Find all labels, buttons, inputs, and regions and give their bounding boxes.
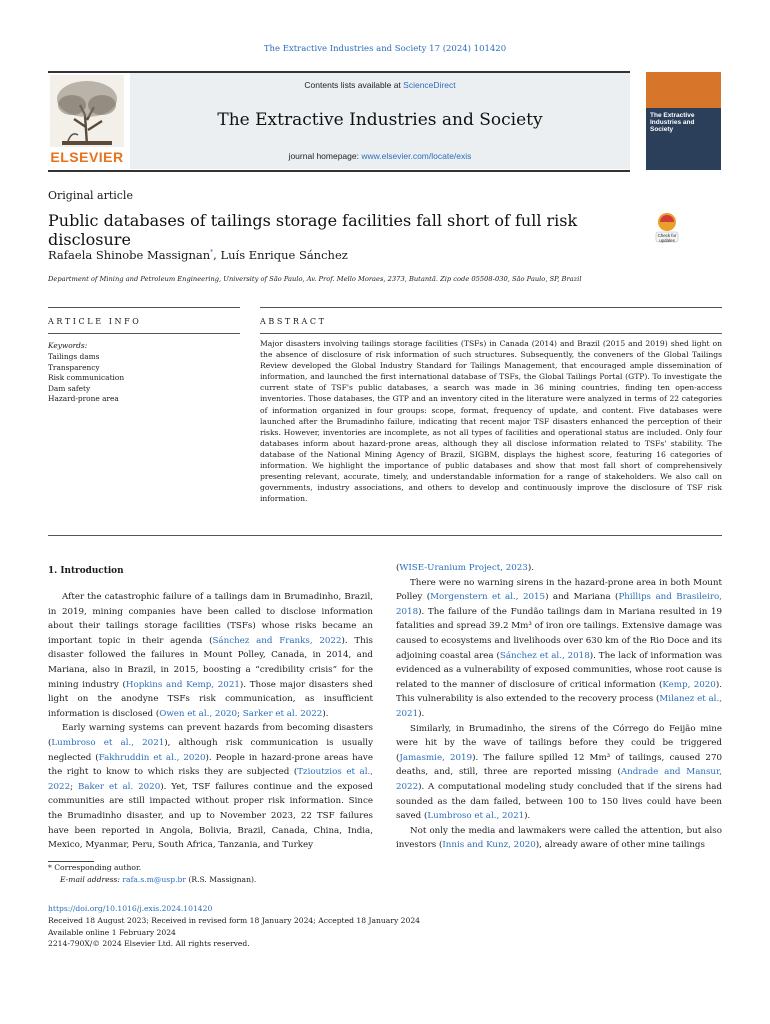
section-heading-introduction: 1. Introduction <box>48 566 124 576</box>
affiliation: Department of Mining and Petroleum Engineering, University of São Paulo, Av. Prof. Mello Moraes, 2373, Butantã. Zip code 05508-030, São Paulo, SP, Brazil <box>48 275 582 283</box>
abstract-heading: ABSTRACT <box>260 317 327 326</box>
citation-link[interactable]: Sarker et al. 2022 <box>242 708 323 719</box>
keyword: Hazard-prone area <box>48 394 119 403</box>
right-column <box>396 561 722 853</box>
check-for-updates-label: Check for updates <box>657 233 677 243</box>
paragraph-text: ). <box>418 708 425 719</box>
paragraph-text: Early warning systems can prevent hazards from becoming disasters ( <box>48 723 373 748</box>
copyright: 2214-790X/© 2024 Elsevier Ltd. All rights reserved. <box>48 939 250 949</box>
article-title: Public databases of tailings storage facilities fall short of full risk disclosure <box>48 211 578 249</box>
abstract-top-rule <box>260 307 722 308</box>
paragraph-text: ), although risk communication is usually neglected ( <box>48 737 373 763</box>
footnote <box>48 862 256 886</box>
paragraph-text: ). The lack of information was evidenced as a vulnerability of exposed communities, whose root cause is related to the manner of disclosure of critical information ( <box>396 650 722 690</box>
journal-cover-top <box>646 72 721 108</box>
sciencedirect-link[interactable]: ScienceDirect <box>403 80 456 90</box>
doi-link[interactable]: https://doi.org/10.1016/j.exis.2024.101420 <box>48 904 213 913</box>
journal-citation[interactable]: The Extractive Industries and Society 17 (2024) 101420 <box>263 44 507 54</box>
citation-link[interactable]: Baker et al. 2020 <box>77 781 161 792</box>
elsevier-wordmark[interactable]: ELSEVIER <box>50 149 124 165</box>
paragraph-text: ). A computational modeling study concluded that if the sirens had sounded as the dam failed, between 100 to 150 lives could have been saved ( <box>396 781 722 822</box>
author-name[interactable]: Rafaela Shinobe Massignan <box>48 248 211 262</box>
paragraph-text: ). Those major disasters shed light on the anodyne TSFs risk communication, as insufficient information is disclosed ( <box>48 679 373 719</box>
paragraph-text: ( <box>396 563 400 573</box>
journal-cover-title: The Extractive Industries and Society <box>650 112 695 133</box>
article-info-heading: ARTICLE INFO <box>48 317 142 326</box>
email-line <box>48 874 256 886</box>
paragraph-text: ). Yet, TSF failures continue and the exposed communities are still impacted without proper risk information. Since the Brumadinho disaster, and up to November 2023, 22 TSF failures have been reported in Angola, Bolivia, Brazil, Canada, China, India, Mexico, Myanmar, Peru, South Africa, Tanzania, and Turkey <box>48 781 373 851</box>
citation-link[interactable]: Sánchez and Franks, 2022 <box>212 635 342 646</box>
email-owner: (R.S. Massignan). <box>188 875 257 884</box>
abstract-sub-rule <box>260 333 722 334</box>
paragraph-text: ) and Mariana ( <box>545 592 619 603</box>
citation-link[interactable]: Fakhruddin et al., 2020 <box>98 752 206 763</box>
keyword: Transparency <box>48 362 100 372</box>
paragraph <box>48 721 373 852</box>
contents-prefix: Contents lists available at <box>304 80 404 90</box>
citation-link[interactable]: Lumbroso et al., 2021 <box>427 811 525 822</box>
paragraph-text: ). The failure of the Fundão tailings dam in Mariana resulted in 19 fatalities and spread 39.2 Mm³ of iron ore tailings. Extensive damage was caused to ecosystems and livelihoods over 630 km of the Rio Doce and its adjoining coastal area ( <box>396 606 723 661</box>
publication-info <box>48 903 420 950</box>
paragraph <box>396 722 722 824</box>
paragraph-text: Not only the media and lawmakers were called the attention, but also investors ( <box>396 825 722 851</box>
left-column <box>48 590 373 853</box>
corresponding-author-text: Corresponding author. <box>54 863 142 872</box>
keyword: Tailings dams <box>48 352 100 361</box>
contents-line <box>130 80 630 90</box>
citation-link[interactable]: Phillips and Brasileiro, 2018 <box>396 592 722 617</box>
authors-line <box>48 248 348 262</box>
paragraph-text: ). <box>322 708 329 719</box>
header-top-rule <box>48 71 630 73</box>
paragraph-text: ), already aware of other mine tailings <box>535 840 705 851</box>
author-name[interactable]: Luís Enrique Sánchez <box>220 248 348 262</box>
citation-link[interactable]: Jamasmie, 2019 <box>399 752 473 763</box>
abstract-bottom-rule <box>48 535 722 536</box>
citation-link[interactable]: Sánchez et al., 2018 <box>499 650 590 661</box>
keyword: Risk communication <box>48 373 125 382</box>
paragraph <box>396 576 722 722</box>
paragraph-text: ). <box>527 563 534 573</box>
citation-link[interactable]: Kemp, 2020 <box>662 679 716 690</box>
paragraph-text: ; <box>70 781 78 792</box>
header-bottom-rule <box>48 170 630 172</box>
citation-link[interactable]: Tzioutzios et al., 2022 <box>48 767 373 792</box>
keywords-list <box>48 352 124 405</box>
corresponding-author-note <box>48 862 256 874</box>
citation-link[interactable]: Lumbroso et al., 2021 <box>51 737 165 748</box>
paragraph-text: ; <box>237 708 243 719</box>
paragraph-text: There were no warning sirens in the hazard-prone area in both Mount Polley ( <box>396 577 722 603</box>
citation-link[interactable]: Milanez et al., 2021 <box>396 694 722 719</box>
citation-link[interactable]: Andrade and Mansur, 2022 <box>396 767 722 792</box>
homepage-line <box>130 151 630 161</box>
email-link[interactable]: rafa.s.m@usp.br <box>122 875 186 884</box>
available-online: Available online 1 February 2024 <box>48 927 176 937</box>
paragraph-text: ). <box>524 811 531 822</box>
citation-link[interactable]: Morgenstern et al., 2015 <box>430 592 546 603</box>
paragraph-text: After the catastrophic failure of a tailings dam in Brumadinho, Brazil, in 2019, mining companies have been called to disclose information about their tailings storage facilities (TSFs) whose risks became an important topic in their agenda ( <box>48 592 373 646</box>
paragraph-text: ). This vulnerability is also extended to the recovery process ( <box>396 679 722 705</box>
citation-link[interactable]: Owen et al., 2020 <box>159 708 238 719</box>
homepage-prefix: journal homepage: <box>288 151 362 161</box>
paragraph-text: ). The failure spilled 12 Mm³ of tailings, caused 270 deaths, and, still, three are reported missing ( <box>396 752 722 778</box>
author-separator: , <box>213 248 221 262</box>
paragraph-text: ). This disaster followed the failures in Mount Polley, Canada, in 2014, and Mariana, also in Brazil, in 2015, boosting a “credibility crisis” for the mining industry ( <box>48 635 374 690</box>
citation-link[interactable]: Hopkins and Kemp, 2021 <box>125 679 240 690</box>
keyword: Dam safety <box>48 383 91 393</box>
paragraph-text: Similarly, in Brumadinho, the sirens of the Córrego do Feijão mine were hit by the wave of tailings before they could be triggered ( <box>396 723 722 763</box>
corresponding-mark[interactable]: * <box>210 249 214 257</box>
paragraph <box>48 590 373 721</box>
received-dates: Received 18 August 2023; Received in revised form 18 January 2024; Accepted 18 January 2024 <box>48 915 420 925</box>
homepage-link[interactable]: www.elsevier.com/locate/exis <box>361 151 472 161</box>
paragraph-text: ). People in hazard-prone areas have the right to know to which risks they are subjected ( <box>48 752 373 778</box>
email-label: E-mail address: <box>60 875 120 884</box>
info-sub-rule <box>48 333 240 334</box>
info-top-rule <box>48 307 240 308</box>
abstract-text: Major disasters involving tailings storage facilities (TSFs) in Canada (2014) and Brazil (2015 and 2019) shed light on the absence of disclosure of risk information of such structures. Subsequently, the conveners of the Global Tailings Review developed the Global Industry Standard for Tailings Management, that encouraged ample dissemination of information, and launched the first international database of TSFs, the Global Tailings Portal (GTP). To investigate the current state of TSF's public databases, a search was made in 36 mining countries, finding ten open-access inventories. Those databases, the GTP and an inventory cited in the literature were analyzed in terms of 22 categories of information organized in four groups: scope, format, frequency of update, and content. Five databases were launched after the Brumadinho failure, indicating that recent major TSF disasters enhanced the perception of their risks. However, inventories are incomplete, as not all types of facilities and operational status are included. Only four databases inform about hazard-prone areas, although they all disclose information related to TSFs' stability. The database of the National Mining Agency of Brazil, SIGBM, displays the highest score, featuring 16 categories of information. We highlight the importance of public databases and show that most fall short of comprehensively presenting relevant, accurate, timely, and understandable information for a range of stakeholders. We also call on governments, industry associations, and others to develop and continuously improve the disclosure of TSF risk information. <box>260 339 722 504</box>
footnote-mark: * <box>48 863 52 872</box>
article-type: Original article <box>48 189 133 202</box>
keywords-label: Keywords: <box>48 341 88 350</box>
paragraph <box>396 561 722 576</box>
journal-title: The Extractive Industries and Society <box>217 110 543 130</box>
citation-link[interactable]: Innis and Kunz, 2020 <box>442 840 536 851</box>
citation-link[interactable]: WISE-Uranium Project, 2023 <box>399 563 528 573</box>
paragraph <box>396 824 722 853</box>
